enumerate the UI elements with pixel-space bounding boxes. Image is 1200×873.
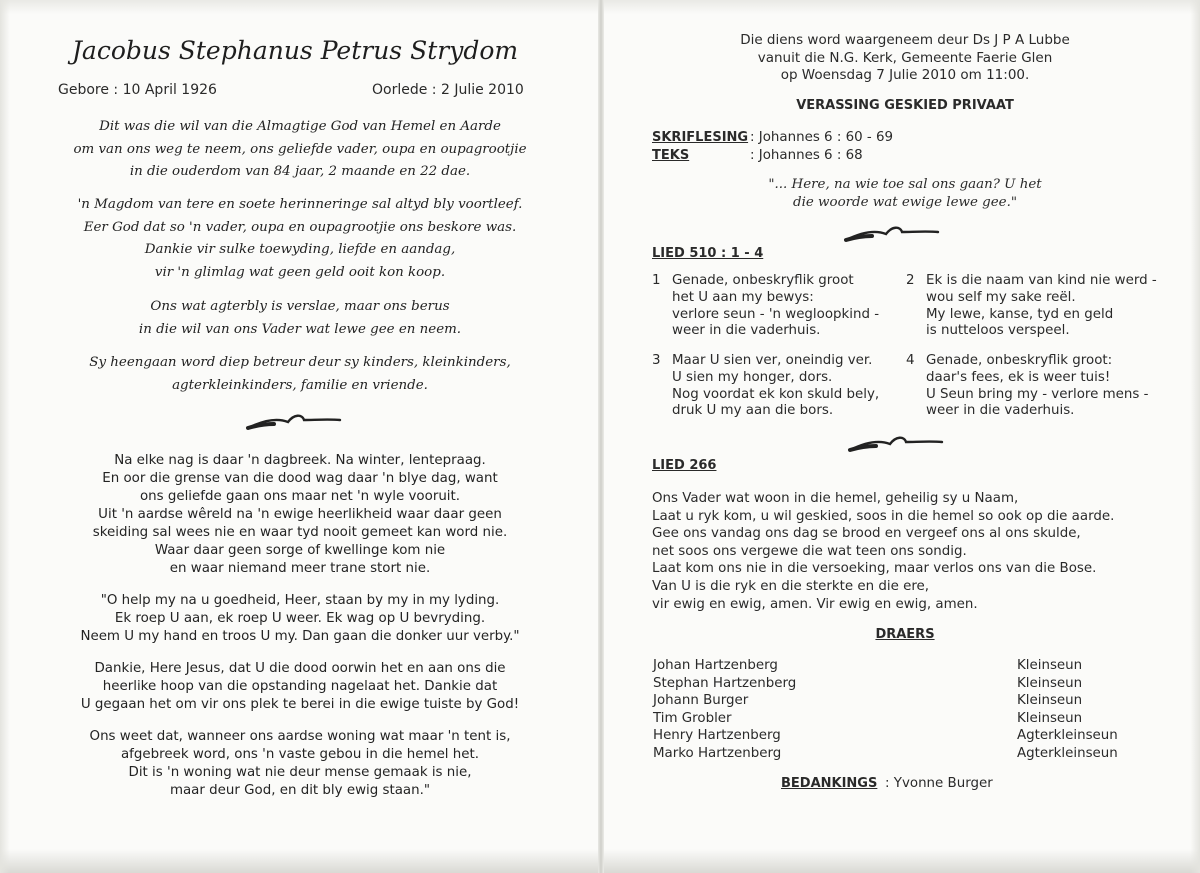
bearer-name: Tim Grobler	[653, 710, 732, 726]
thanks-label: BEDANKINGS	[781, 776, 878, 791]
bearer-relation: Kleinseun	[1017, 675, 1083, 691]
tribute-line: agterkleinkinders, familie en vriende.	[172, 377, 428, 393]
flourish-divider-icon	[846, 432, 946, 454]
tribute-stanza-2	[60, 194, 540, 284]
prayer-line: Ons Vader wat woon in die hemel, geheilig sy u Naam,	[652, 491, 1019, 506]
verse-line: Ek is die naam van kind nie werd -	[926, 273, 1157, 288]
tribute-stanza-3	[60, 296, 540, 341]
bearer-name: Stephan Hartzenberg	[653, 675, 797, 691]
paper-edge-right	[1190, 0, 1200, 873]
prose-paragraph-1	[40, 452, 560, 578]
prose-paragraph-4	[40, 728, 560, 800]
prose-line: ons geliefde gaan ons maar net 'n wyle vooruit.	[139, 489, 461, 504]
scripture-quote	[640, 176, 1170, 212]
tribute-stanza-1	[60, 116, 540, 184]
verse-line: Genade, onbeskryflik groot:	[926, 353, 1113, 368]
prose-line: Neem U my hand en troos U my. Dan gaan die donker uur verby."	[80, 629, 520, 644]
scripture-reading-value: : Johannes 6 : 60 - 69	[750, 130, 894, 145]
paper-edge-left	[0, 0, 10, 873]
prose-paragraph-2	[40, 592, 560, 646]
prayer-line: vir ewig en ewig, amen. Vir ewig en ewig, amen.	[652, 596, 978, 612]
service-details	[640, 32, 1170, 85]
bearer-name: Johann Burger	[653, 693, 749, 708]
prose-line: heerlike hoop van die opstanding nagelaat het. Dankie dat	[102, 679, 498, 694]
verse-line: is nutteloos verspeel.	[926, 323, 1070, 339]
prayer-line: Gee ons vandag ons dag se brood en vergeef ons al ons skulde,	[652, 526, 1081, 542]
service-line: vanuit die N.G. Kerk, Gemeente Faerie Glen	[757, 49, 1053, 66]
prose-line: Ons weet dat, wanneer ons aardse woning wat maar 'n tent is,	[89, 729, 511, 744]
flourish-divider-icon	[244, 410, 344, 432]
tribute-line: 'n Magdom van tere en soete herinneringe sal altyd bly voortleef.	[77, 197, 523, 212]
verse-line: weer in die vaderhuis.	[672, 323, 821, 339]
verse-line: druk U my aan die bors.	[672, 403, 834, 419]
verse-number: 2	[906, 273, 915, 288]
quote-line: "... Here, na wie toe sal ons gaan? U het	[768, 177, 1042, 192]
tribute-line: in die wil van ons Vader wat lewe gee en neem.	[138, 321, 462, 337]
service-line: Die diens word waargeneem deur Ds J P A Lubbe	[740, 32, 1070, 48]
verse-line: verlore seun - 'n wegloopkind -	[672, 306, 880, 322]
verse-line: Nog voordat ek kon skuld bely,	[672, 386, 880, 402]
tribute-line: om van ons weg te neem, ons geliefde vader, oupa en oupagrootjie	[73, 141, 527, 157]
tribute-line: in die ouderdom van 84 jaar, 2 maande en 22 dae.	[129, 164, 471, 179]
tribute-line: Dit was die wil van die Almagtige God van Hemel en Aarde	[99, 119, 501, 134]
bearers-title: DRAERS	[875, 627, 935, 642]
verse-line: daar's fees, ek is weer tuis!	[926, 369, 1111, 385]
hymn-510-title: LIED 510 : 1 - 4	[652, 246, 764, 261]
hymn-266-title: LIED 266	[652, 458, 717, 473]
verse-number: 1	[652, 273, 661, 288]
prose-line: Uit 'n aardse wêreld na 'n ewige heerlikheid waar daar geen	[98, 507, 502, 522]
bearer-name: Henry Hartzenberg	[653, 728, 781, 743]
bearer-relation: Kleinseun	[1017, 658, 1083, 673]
verse-line: Maar U sien ver, oneindig ver.	[672, 353, 873, 368]
verse-line: Genade, onbeskryflik groot	[672, 273, 854, 288]
prose-line: En oor die grense van die dood wag daar 'n blye dag, want	[102, 471, 498, 486]
prayer-line: net soos ons vergewe die wat teen ons sondig.	[652, 543, 967, 559]
verse-line: wou self my sake reël.	[926, 289, 1076, 305]
scripture-reading-label: SKRIFLESING	[652, 130, 749, 145]
bearer-name: Marko Hartzenberg	[653, 745, 782, 761]
tribute-stanza-4	[60, 352, 540, 397]
prayer-line: Laat u ryk kom, u wil geskied, soos in die hemel so ook op die aarde.	[652, 508, 1115, 524]
bearer-relation: Agterkleinseun	[1017, 728, 1118, 743]
hymn-verse-1	[672, 273, 879, 340]
page-fold	[598, 0, 604, 873]
bearer-name: Johan Hartzenberg	[653, 658, 778, 673]
text-label: TEKS	[652, 148, 690, 163]
flourish-divider-icon	[842, 222, 942, 244]
prose-paragraph-3	[40, 660, 560, 714]
burial-notice: VERASSING GESKIED PRIVAAT	[796, 98, 1014, 113]
tribute-line: Eer God dat so 'n vader, oupa en oupagrootjie ons beskore was.	[83, 219, 517, 235]
verse-line: U sien my honger, dors.	[672, 369, 833, 385]
tribute-line: vir 'n glimlag wat geen geld ooit kon koop.	[154, 264, 446, 280]
tribute-line: Dankie vir sulke toewyding, liefde en aandag,	[144, 242, 456, 257]
prose-line: Dankie, Here Jesus, dat U die dood oorwin het en aan ons die	[94, 661, 506, 676]
prose-line: skeiding sal wees nie en waar tyd nooit gemeet kan word nie.	[92, 525, 508, 540]
deceased-name: Jacobus Stephanus Petrus Strydom	[71, 36, 519, 65]
lords-prayer	[652, 490, 1114, 613]
prose-line: en waar niemand meer trane stort nie.	[169, 561, 431, 576]
thanks-value: : Yvonne Burger	[885, 776, 993, 791]
prayer-line: Laat kom ons nie in die versoeking, maar verlos ons van die Bose.	[652, 561, 1097, 577]
quote-line: die woorde wat ewige lewe gee."	[793, 195, 1017, 210]
prayer-line: Van U is die ryk en die sterkte en die ere,	[652, 578, 930, 594]
service-line: op Woensdag 7 Julie 2010 om 11:00.	[780, 67, 1030, 83]
death-date: Oorlede : 2 Julie 2010	[372, 82, 524, 98]
bearer-relation: Kleinseun	[1017, 693, 1083, 708]
text-value: : Johannes 6 : 68	[750, 148, 863, 163]
verse-number: 4	[906, 353, 915, 368]
verse-line: weer in die vaderhuis.	[926, 403, 1075, 419]
prose-line: afgebreek word, ons 'n vaste gebou in die hemel het.	[120, 747, 480, 762]
verse-line: het U aan my bewys:	[672, 289, 814, 305]
prose-line: Na elke nag is daar 'n dagbreek. Na winter, lentepraag.	[114, 453, 486, 468]
bearer-relation: Agterkleinseun	[1017, 745, 1118, 761]
verse-number: 3	[652, 353, 661, 368]
hymn-verse-3	[672, 353, 879, 420]
prose-line: Dit is 'n woning wat nie deur mense gemaak is nie,	[128, 765, 472, 780]
tribute-line: Ons wat agterbly is verslae, maar ons berus	[150, 299, 450, 314]
tribute-line: Sy heengaan word diep betreur deur sy kinders, kleinkinders,	[89, 355, 511, 370]
hymn-verse-4	[926, 353, 1148, 420]
hymn-verse-2	[926, 273, 1157, 340]
prose-line: maar deur God, en dit bly ewig staan."	[169, 783, 431, 798]
prose-line: Waar daar geen sorge of kwellinge kom nie	[154, 543, 446, 558]
birth-date: Gebore : 10 April 1926	[58, 82, 217, 98]
bearer-relation: Kleinseun	[1017, 710, 1083, 726]
prose-line: Ek roep U aan, ek roep U weer. Ek wag op U bevryding.	[114, 611, 486, 626]
verse-line: My lewe, kanse, tyd en geld	[926, 306, 1114, 322]
verse-line: U Seun bring my - verlore mens -	[926, 386, 1149, 402]
prose-line: U gegaan het om vir ons plek te berei in die ewige tuiste by God!	[80, 697, 520, 712]
prose-line: "O help my na u goedheid, Heer, staan by my in my lyding.	[100, 593, 500, 608]
